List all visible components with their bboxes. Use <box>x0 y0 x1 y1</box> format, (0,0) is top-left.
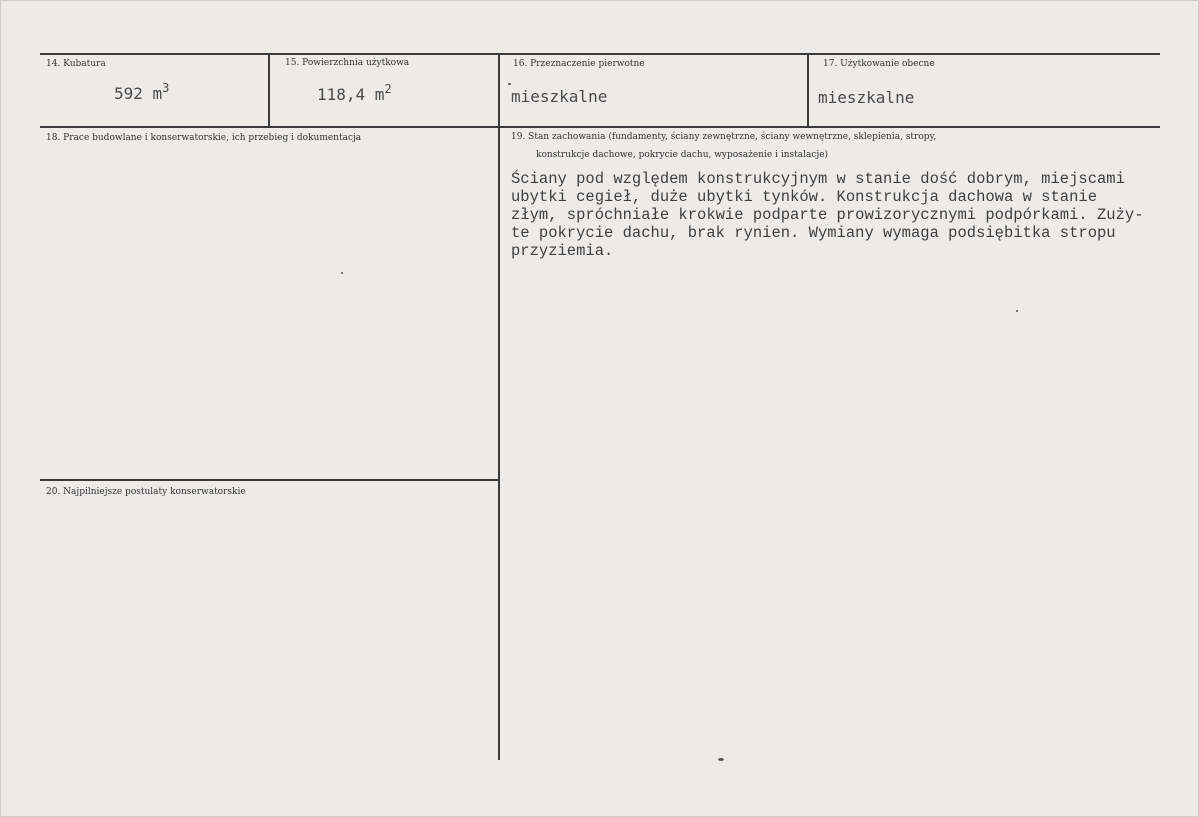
field-15-number: 118,4 m <box>317 85 385 104</box>
divider-14-15 <box>268 53 270 128</box>
top-rule <box>40 53 1160 55</box>
field-16-value: mieszkalne <box>511 87 608 106</box>
field-15-value <box>317 82 392 104</box>
field-15-exponent: 2 <box>384 82 392 96</box>
field-14-label: 14. Kubatura <box>46 59 106 69</box>
field-14-number: 592 m <box>114 84 163 103</box>
field-19-text-line: ubytki cegieł, duże ubytki tynków. Konstrukcja dachowa w stanie <box>511 188 1097 206</box>
field-19-text-line: Ściany pod względem konstrukcyjnym w stanie dość dobrym, miejscami <box>511 170 1125 188</box>
field-19-text-line: złym, spróchniałe krokwie podparte prowizorycznymi podpórkami. Zuży- <box>511 206 1144 224</box>
field-16-label: 16. Przeznaczenie pierwotne <box>513 59 645 69</box>
paper-speck <box>718 758 724 761</box>
paper-speck <box>341 272 343 274</box>
field-14-exponent: 3 <box>162 81 170 95</box>
field-19-text-line: przyziemia. <box>511 242 614 260</box>
field-19-label-line1: 19. Stan zachowania (fundamenty, ściany zewnętrzne, ściany wewnętrzne, sklepienia, stropy, <box>511 132 937 142</box>
field-20-label: 20. Najpilniejsze postulaty konserwatorskie <box>46 487 246 497</box>
divider-main <box>498 53 500 760</box>
paper-speck <box>508 83 511 85</box>
header-bottom-rule <box>40 126 1160 128</box>
field-19-label-line2: konstrukcje dachowe, pokrycie dachu, wyposażenie i instalacje) <box>536 150 829 160</box>
field-17-value: mieszkalne <box>818 88 915 107</box>
divider-16-17 <box>807 53 809 128</box>
field-14-value <box>114 81 170 103</box>
section-18-bottom-rule <box>40 479 499 481</box>
field-15-label: 15. Powierzchnia użytkowa <box>285 58 410 68</box>
field-17-label: 17. Użytkowanie obecne <box>823 59 935 69</box>
field-19-text-line: te pokrycie dachu, brak rynien. Wymiany wymaga podsiębitka stropu <box>511 224 1116 242</box>
paper-speck <box>1016 310 1018 312</box>
field-18-label: 18. Prace budowlane i konserwatorskie, ich przebieg i dokumentacja <box>46 133 362 143</box>
